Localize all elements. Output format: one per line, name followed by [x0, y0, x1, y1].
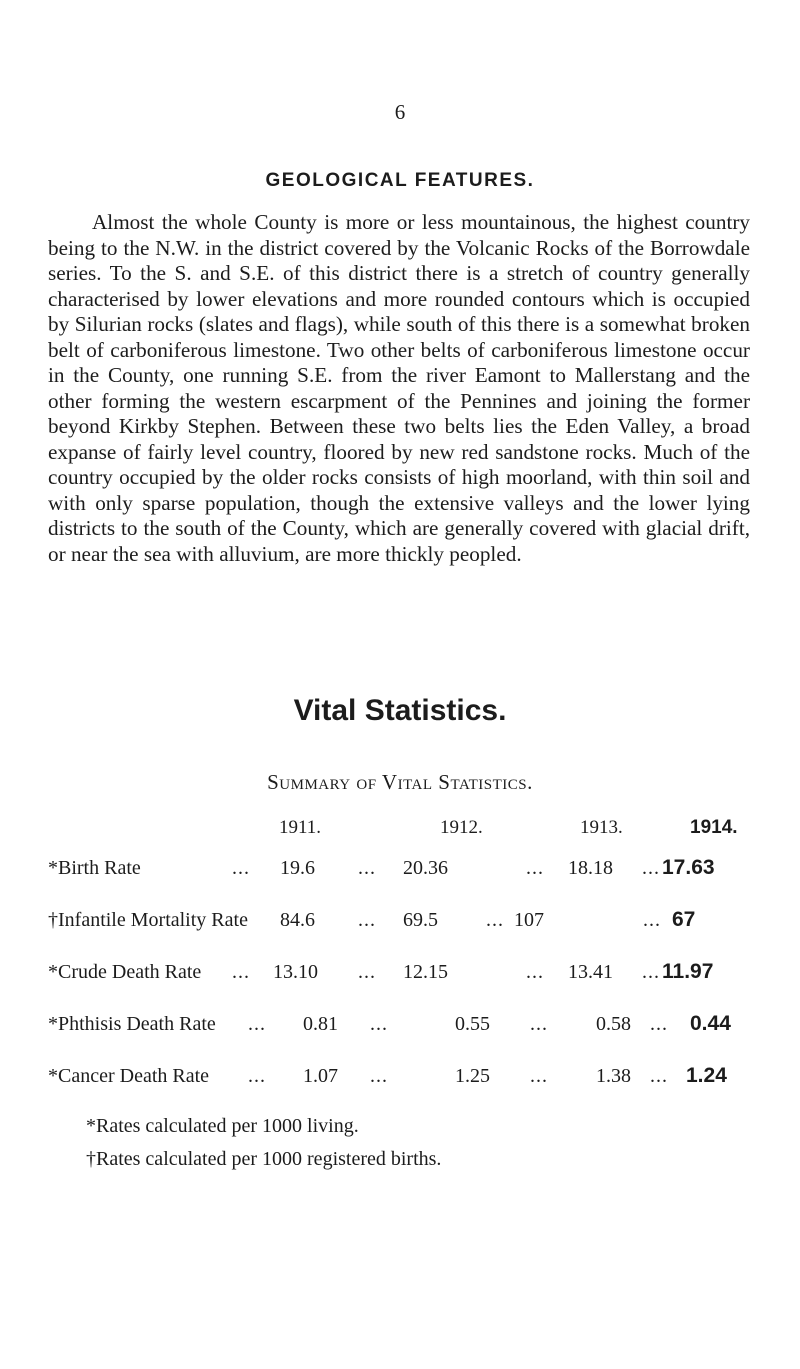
year-header-1911: 1911.: [279, 817, 322, 838]
value-1914: 1.24: [686, 1064, 727, 1087]
value-separator: ...: [358, 909, 376, 931]
vital-statistics-title: Vital Statistics.: [293, 694, 507, 727]
value-separator: ...: [358, 961, 376, 983]
value-1913: 13.41: [568, 961, 613, 983]
value-1912: 12.15: [403, 961, 448, 983]
value-separator: ...: [358, 857, 376, 879]
value-separator: ...: [650, 1013, 668, 1035]
row-label: *Cancer Death Rate: [48, 1065, 210, 1087]
year-header-1914: 1914.: [690, 817, 738, 838]
value-separator: ...: [530, 1065, 548, 1087]
value-1911: 84.6: [280, 909, 315, 931]
row-label: *Crude Death Rate: [48, 961, 202, 983]
value-1914: 11.97: [662, 960, 714, 983]
value-1912: 1.25: [455, 1065, 490, 1087]
row-leader: ...: [248, 1013, 266, 1035]
value-separator: ...: [486, 909, 504, 931]
value-1912: 20.36: [403, 857, 448, 879]
value-1911: 13.10: [273, 961, 318, 983]
value-separator: ...: [642, 961, 660, 983]
value-separator: ...: [526, 857, 544, 879]
value-1914: 67: [672, 908, 696, 931]
value-separator: ...: [530, 1013, 548, 1035]
value-1912: 0.55: [455, 1013, 490, 1035]
row-leader: ...: [248, 1065, 266, 1087]
year-header-1913: 1913.: [580, 817, 623, 838]
value-1913: 0.58: [596, 1013, 631, 1035]
geology-paragraph: Almost the whole County is more or less mountainous, the highest country being to the N.W. in the district covered by the Volcanic Rocks of the Borrowdale series. To the S. and S.E. of this district there is a stretch of country generally characterised by lower elevations and more rounded contours which is occupied by Silurian rocks (slates and flags), while south of this there is a somewhat broken belt of carboniferous limestone. Two other belts of carboniferous limestone occur in the County, one running S.E. from the river Eamont to Mallerstang and the other forming the western escarpment of the Pennines and joining the former beyond Kirkby Stephen. Between these two belts lies the Eden Valley, a broad expanse of fairly level country, floored by new red sandstone rocks. Much of the country occupied by the older rocks consists of high moorland, with thin soil and with only sparse population, though the extensive valleys and the lower lying districts to the south of the County, which are generally covered with glacial drift, or near the sea with alluvium, are more thickly peopled.: [48, 210, 750, 566]
footnote-per-births: †Rates calculated per 1000 registered births.: [86, 1148, 442, 1170]
row-label: *Phthisis Death Rate: [48, 1013, 216, 1035]
row-label: †Infantile Mortality Rate: [48, 909, 248, 931]
row-label: *Birth Rate: [48, 857, 141, 879]
value-1911: 19.6: [280, 857, 315, 879]
row-leader: ...: [232, 857, 250, 879]
value-1914: 17.63: [662, 856, 715, 879]
value-1914: 0.44: [690, 1012, 731, 1035]
value-separator: ...: [526, 961, 544, 983]
year-header-1912: 1912.: [440, 817, 483, 838]
value-1911: 0.81: [303, 1013, 338, 1035]
footnote-per-living: *Rates calculated per 1000 living.: [86, 1115, 359, 1137]
value-1913: 1.38: [596, 1065, 631, 1087]
value-separator: ...: [650, 1065, 668, 1087]
page-number: 6: [394, 100, 406, 124]
value-separator: ...: [642, 857, 660, 879]
vital-statistics-table: [0, 815, 800, 1087]
row-leader: ...: [232, 961, 250, 983]
geological-features-heading: GEOLOGICAL FEATURES.: [265, 170, 535, 191]
value-1913: 107: [514, 909, 544, 931]
value-1912: 69.5: [403, 909, 438, 931]
value-separator: ...: [370, 1013, 388, 1035]
value-separator: ...: [643, 909, 661, 931]
value-1913: 18.18: [568, 857, 613, 879]
value-1911: 1.07: [303, 1065, 338, 1087]
summary-heading: Summary of Vital Statistics.: [267, 770, 533, 794]
value-separator: ...: [370, 1065, 388, 1087]
